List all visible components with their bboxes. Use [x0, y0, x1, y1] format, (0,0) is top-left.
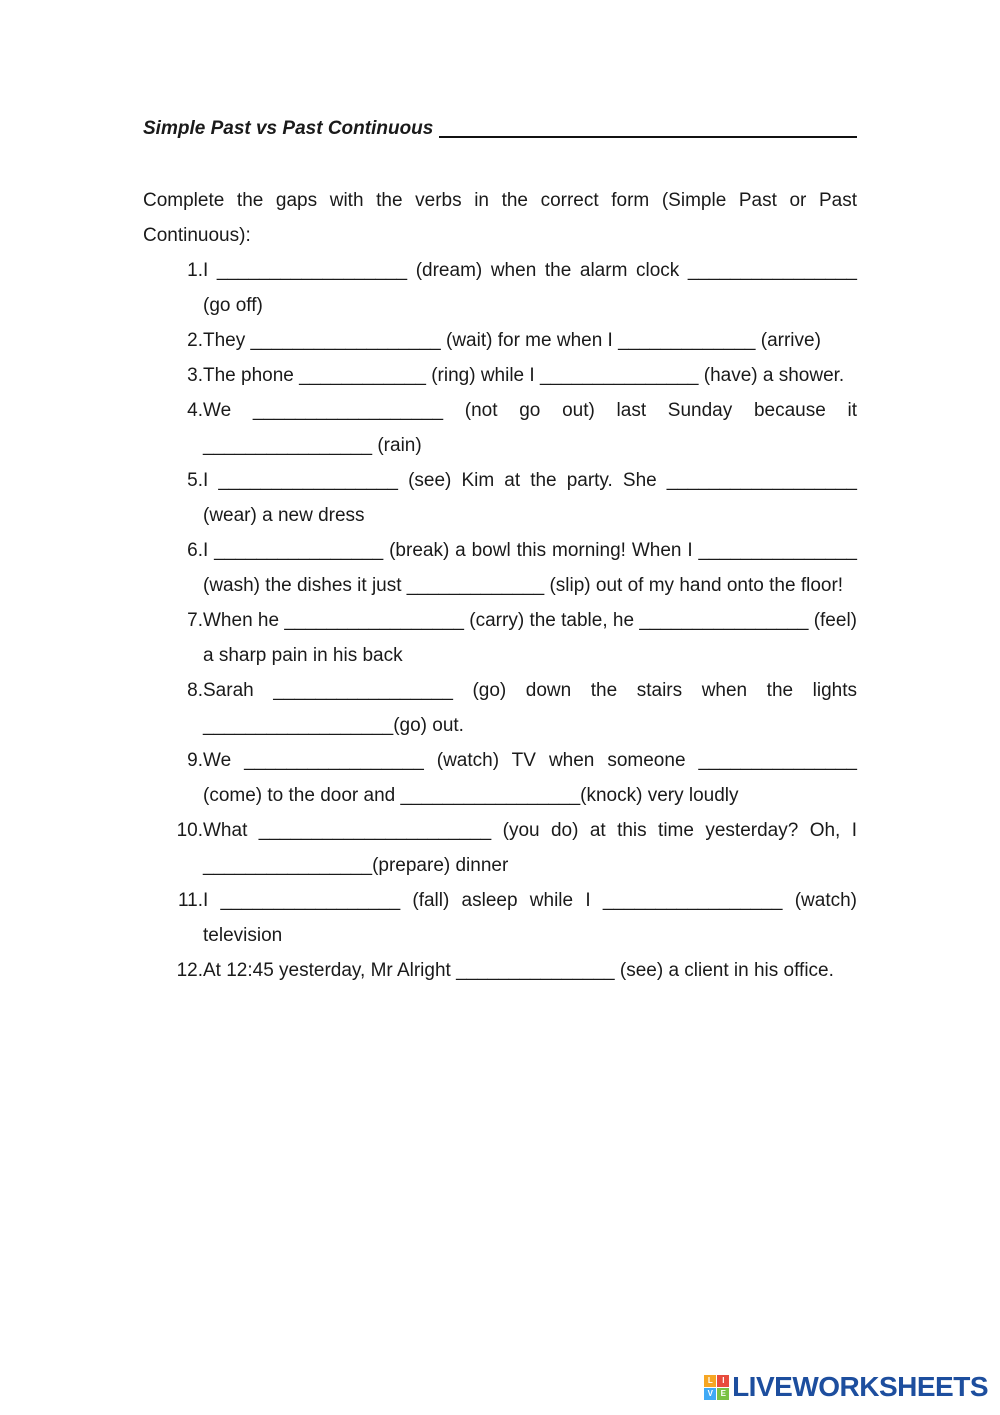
item-number: 11. — [177, 890, 203, 911]
exercise-list — [143, 253, 857, 988]
item-number: 3. — [187, 365, 203, 386]
worksheet-title: Simple Past vs Past Continuous — [143, 118, 434, 139]
item-text: We _________________ (watch) TV when someone _______________ (come) to the door and _________________(knock) very loudly — [203, 750, 857, 806]
exercise-item-9 — [143, 743, 857, 813]
item-number: 6. — [187, 540, 203, 561]
name-line — [439, 118, 857, 138]
liveworksheets-logo — [704, 1371, 988, 1403]
exercise-item-6 — [143, 533, 857, 603]
exercise-item-4 — [143, 393, 857, 463]
item-text: I _________________ (fall) asleep while I _________________ (watch) television — [203, 890, 857, 946]
item-text: We __________________ (not go out) last Sunday because it ________________ (rain) — [203, 400, 857, 456]
item-text: Sarah _________________ (go) down the stairs when the lights __________________(go) out. — [203, 680, 857, 736]
item-number: 1. — [187, 260, 203, 281]
instructions: Complete the gaps with the verbs in the correct form (Simple Past or Past Continuous): — [143, 190, 857, 246]
item-number: 12. — [176, 960, 203, 981]
item-number: 7. — [187, 610, 203, 631]
item-number: 9. — [187, 750, 203, 771]
exercise-item-5 — [143, 463, 857, 533]
logo-mark-icon: L I V E — [704, 1375, 729, 1400]
item-text: The phone ____________ (ring) while I _______________ (have) a shower. — [203, 365, 845, 386]
item-number: 8. — [187, 680, 203, 701]
item-number: 5. — [187, 470, 203, 491]
item-text: I ________________ (break) a bowl this morning! When I _______________ (wash) the dishes it just _____________ (slip) out of my hand onto the floor! — [203, 540, 857, 596]
exercise-item-1 — [143, 253, 857, 323]
item-text: When he _________________ (carry) the table, he ________________ (feel) a sharp pain in his back — [203, 610, 857, 666]
exercise-item-11 — [143, 883, 857, 953]
logo-text: LIVEWORKSHEETS — [732, 1371, 988, 1402]
item-number: 4. — [187, 400, 203, 421]
item-text: What ______________________ (you do) at this time yesterday? Oh, I ________________(prepare) dinner — [203, 820, 857, 876]
exercise-item-12 — [143, 953, 857, 988]
exercise-item-8 — [143, 673, 857, 743]
exercise-item-10 — [143, 813, 857, 883]
item-text: I _________________ (see) Kim at the party. She __________________ (wear) a new dress — [203, 470, 857, 526]
item-text: I __________________ (dream) when the alarm clock ________________ (go off) — [203, 260, 857, 316]
exercise-item-7 — [143, 603, 857, 673]
item-text: They __________________ (wait) for me when I _____________ (arrive) — [203, 330, 821, 351]
item-text: At 12:45 yesterday, Mr Alright _______________ (see) a client in his office. — [203, 960, 834, 981]
worksheet-title-row — [143, 118, 857, 140]
exercise-item-3 — [143, 358, 857, 393]
item-number: 10. — [176, 820, 203, 841]
item-number: 2. — [187, 330, 203, 351]
exercise-item-2 — [143, 323, 857, 358]
